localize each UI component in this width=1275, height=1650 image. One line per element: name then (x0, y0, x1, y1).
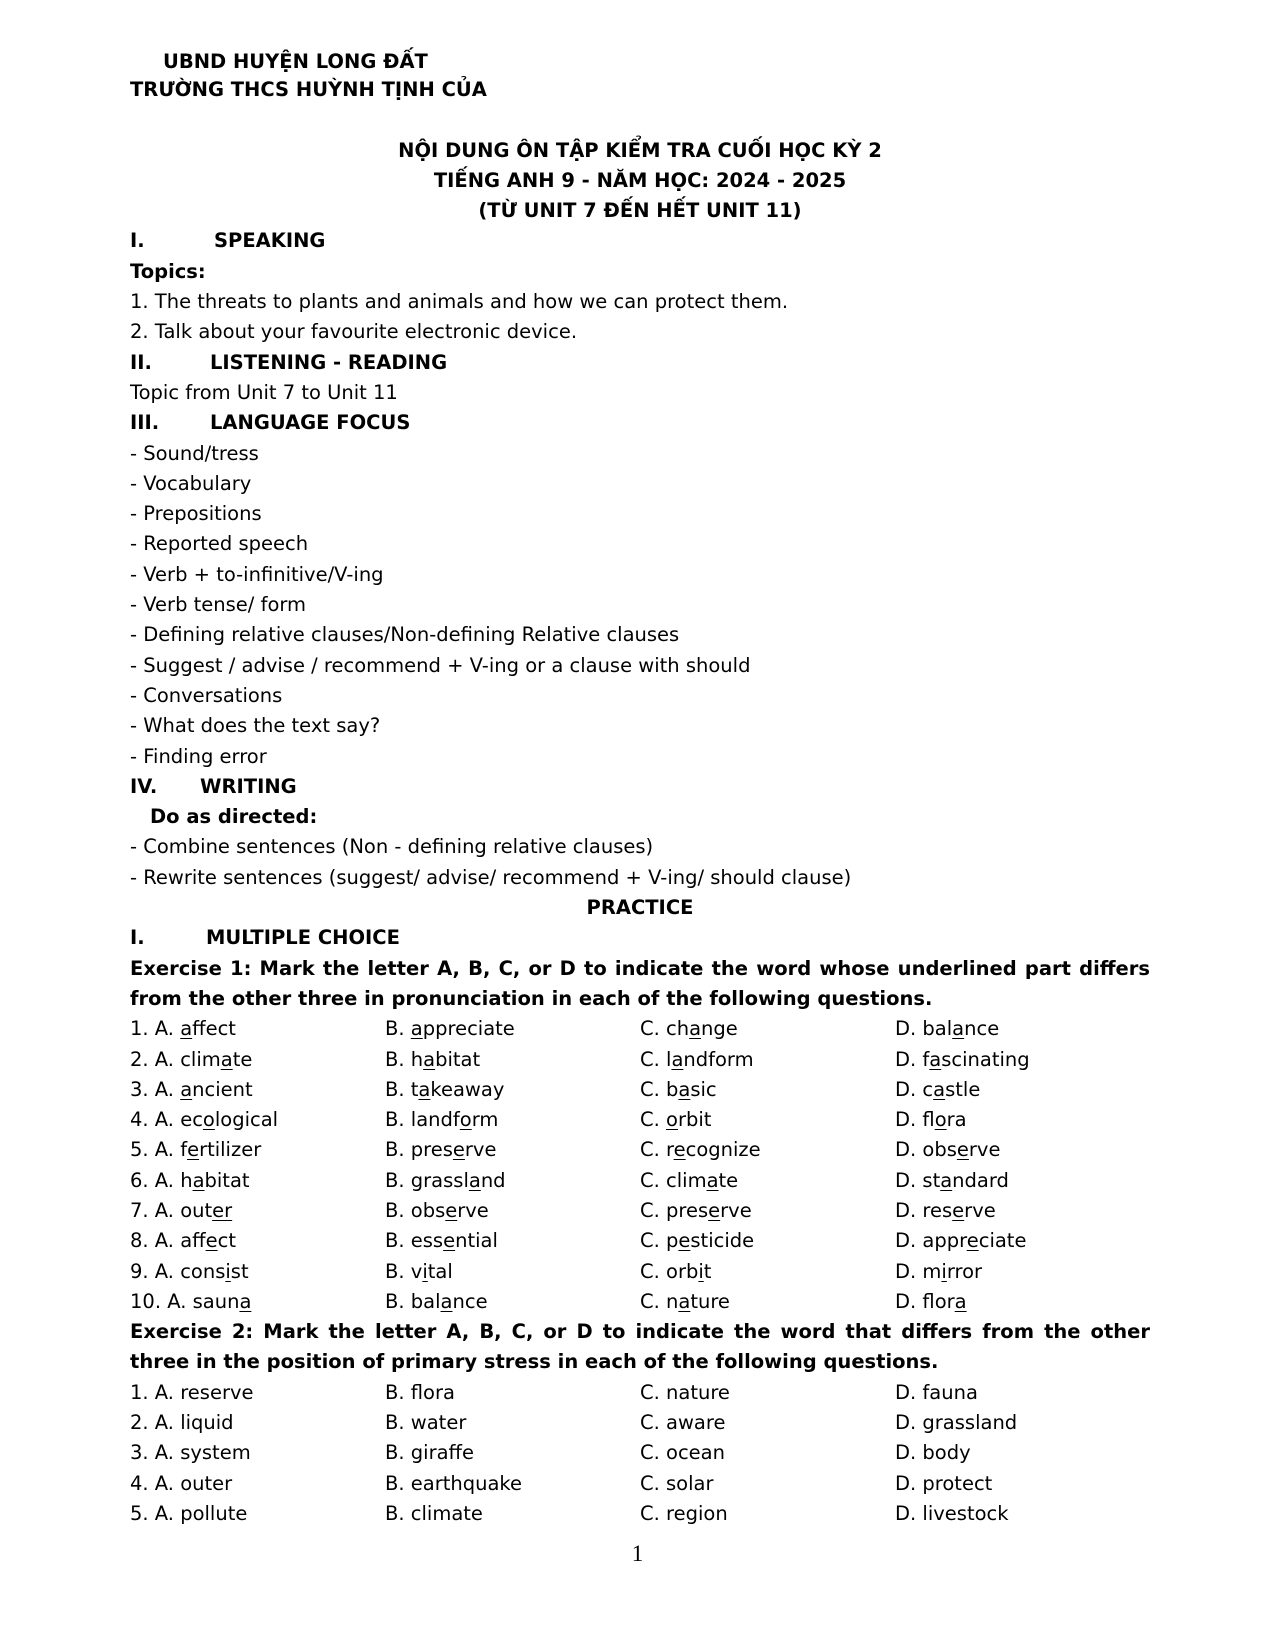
answer-option (640, 1287, 895, 1317)
list-item: - Vocabulary (130, 471, 252, 495)
option-text: rror (946, 1259, 983, 1283)
underlined-part: e (443, 1229, 456, 1253)
underlined-part: a (192, 1168, 205, 1192)
underlined-part: a (933, 1077, 946, 1101)
option-text: te (718, 1168, 739, 1192)
answer-option: C. region (640, 1501, 728, 1525)
list-item: - Rewrite sentences (suggest/ advise/ recommend + V-ing/ should clause) (130, 865, 852, 889)
underlined-part: a (940, 1168, 953, 1192)
list-item: - Prepositions (130, 502, 262, 526)
option-text: 2. A. clim (130, 1047, 221, 1071)
answer-option (640, 1166, 895, 1196)
underlined-part: a (929, 1047, 942, 1071)
option-text: ntial (455, 1229, 498, 1253)
option-text: tal (427, 1259, 453, 1283)
answer-option (640, 1045, 895, 1075)
underlined-part: er (212, 1198, 233, 1222)
answer-option: D. grassland (895, 1411, 1018, 1435)
option-text: D. c (895, 1077, 934, 1101)
option-text: te (232, 1047, 253, 1071)
option-text: nge (701, 1017, 738, 1041)
underlined-part: a (954, 1289, 967, 1313)
answer-option (895, 1014, 1150, 1044)
option-text: ndform (683, 1047, 754, 1071)
option-text: ct (217, 1229, 236, 1253)
answer-option (895, 1287, 1150, 1317)
answer-option (640, 1196, 895, 1226)
option-text: sticide (690, 1229, 755, 1253)
answer-option: D. protect (895, 1471, 993, 1495)
answer-option (640, 1135, 895, 1165)
option-text: D. m (895, 1259, 942, 1283)
underlined-part: e (205, 1229, 218, 1253)
option-text: C. b (640, 1077, 679, 1101)
list-item: - Defining relative clauses/Non-defining Relative clauses (130, 623, 680, 647)
exercise2-instruction-line1: Exercise 2: Mark the letter A, B, C, or D to indicate the word that differs from the other (130, 1320, 1150, 1344)
option-text: 5. A. f (130, 1138, 188, 1162)
underlined-part: e (673, 1138, 686, 1162)
option-text: B. pres (385, 1138, 453, 1162)
answer-option (640, 1226, 895, 1256)
list-item: - Suggest / advise / recommend + V-ing or a clause with should (130, 653, 751, 677)
option-text: B. h (385, 1047, 424, 1071)
answer-option: C. solar (640, 1471, 714, 1495)
option-text: 6. A. h (130, 1168, 193, 1192)
option-text: 1. A. (130, 1017, 181, 1041)
section-number: III. (130, 411, 160, 435)
question-row (130, 1135, 1150, 1165)
exercise1-questions (130, 1014, 1150, 1317)
option-text: 7. A. out (130, 1198, 213, 1222)
question-row (130, 1045, 1150, 1075)
question-row (130, 1378, 1150, 1408)
underlined-part: o (459, 1108, 472, 1132)
option-text: scinating (941, 1047, 1030, 1071)
doc-title-line2: TIẾNG ANH 9 - NĂM HỌC: 2024 - 2025 (433, 168, 847, 192)
option-text: 4. A. ec (130, 1108, 203, 1132)
underlined-part: a (220, 1047, 233, 1071)
section-heading: LANGUAGE FOCUS (210, 411, 411, 435)
option-text: rtilizer (199, 1138, 262, 1162)
option-text: nce (452, 1289, 488, 1313)
option-text: ncient (192, 1077, 253, 1101)
answer-option (130, 1075, 385, 1105)
answer-option: 4. A. outer (130, 1471, 233, 1495)
section-multiple-choice (130, 923, 1150, 953)
list-item: - What does the text say? (130, 714, 381, 738)
topic-item: 1. The threats to plants and animals and how we can protect them. (130, 290, 789, 314)
answer-option (895, 1075, 1150, 1105)
school-name: TRƯỜNG THCS HUỲNH TỊNH CỦA (130, 78, 487, 102)
language-focus-list (130, 439, 1150, 772)
option-text: bitat (435, 1047, 481, 1071)
answer-option (385, 1196, 640, 1226)
option-text: D. f (895, 1047, 930, 1071)
section-number: II. (130, 350, 152, 374)
underlined-part: a (678, 1077, 691, 1101)
answer-option (130, 1166, 385, 1196)
answer-option: C. aware (640, 1411, 726, 1435)
option-text: 8. A. aff (130, 1229, 206, 1253)
answer-option (385, 1257, 640, 1287)
answer-option: B. earthquake (385, 1471, 523, 1495)
option-text: rve (964, 1198, 996, 1222)
option-text: B. (385, 1017, 411, 1041)
doc-title-line3: (TỪ UNIT 7 ĐẾN HẾT UNIT 11) (478, 199, 802, 223)
option-text: B. obs (385, 1198, 446, 1222)
option-text: B. ess (385, 1229, 444, 1253)
answer-option (130, 1226, 385, 1256)
option-text: 9. A. cons (130, 1259, 226, 1283)
question-row (130, 1469, 1150, 1499)
option-text: D. st (895, 1168, 941, 1192)
answer-option (385, 1045, 640, 1075)
option-text: C. l (640, 1047, 672, 1071)
answer-option (130, 1196, 385, 1226)
underlined-part: a (468, 1168, 481, 1192)
option-text: ciate (978, 1229, 1027, 1253)
option-text: sic (690, 1077, 717, 1101)
answer-option (640, 1257, 895, 1287)
underlined-part: a (440, 1289, 453, 1313)
topics-label: Topics: (130, 259, 206, 283)
answer-option: 3. A. system (130, 1441, 251, 1465)
list-item: - Conversations (130, 683, 283, 707)
answer-option (130, 1287, 385, 1317)
underlined-part: e (952, 1198, 965, 1222)
answer-option (895, 1105, 1150, 1135)
underlined-part: i (422, 1259, 428, 1283)
option-text: rve (464, 1138, 497, 1162)
question-row (130, 1287, 1150, 1317)
option-text: D. flor (895, 1289, 955, 1313)
answer-option (895, 1196, 1150, 1226)
answer-option (385, 1135, 640, 1165)
district-name: UBND HUYỆN LONG ĐẤT (163, 50, 428, 73)
option-text: ffect (192, 1017, 236, 1041)
option-text: D. appr (895, 1229, 967, 1253)
answer-option (895, 1257, 1150, 1287)
answer-option (895, 1166, 1150, 1196)
practice-title: PRACTICE (586, 896, 694, 920)
option-text: C. n (640, 1289, 679, 1313)
option-text: D. obs (895, 1138, 957, 1162)
section-heading: SPEAKING (214, 229, 326, 253)
option-text: B. t (385, 1077, 419, 1101)
option-text: B. grassl (385, 1168, 469, 1192)
option-text: C. clim (640, 1168, 707, 1192)
school-header (130, 47, 1150, 106)
underlined-part: a (418, 1077, 431, 1101)
underlined-part: e (445, 1198, 458, 1222)
section-heading: MULTIPLE CHOICE (206, 926, 400, 950)
underlined-part: o (666, 1108, 678, 1132)
option-text: C. pres (640, 1198, 709, 1222)
section-number: I. (130, 229, 145, 253)
underlined-part: a (689, 1017, 702, 1041)
answer-option (130, 1135, 385, 1165)
option-text: st (230, 1259, 249, 1283)
option-text: bitat (204, 1168, 250, 1192)
answer-option (385, 1166, 640, 1196)
answer-option (385, 1014, 640, 1044)
option-text: C. (640, 1108, 667, 1132)
do-as-directed: Do as directed: (150, 805, 318, 829)
answer-option (640, 1105, 895, 1135)
answer-option (895, 1226, 1150, 1256)
answer-option: 2. A. liquid (130, 1411, 234, 1435)
page-number: 1 (631, 1541, 644, 1566)
answer-option: 5. A. pollute (130, 1501, 248, 1525)
answer-option: D. livestock (895, 1501, 1009, 1525)
underlined-part: a (423, 1047, 436, 1071)
option-text: keaway (430, 1077, 505, 1101)
answer-option (385, 1105, 640, 1135)
option-text: 10. A. saun (130, 1289, 240, 1313)
option-text: B. v (385, 1259, 423, 1283)
underlined-part: e (966, 1229, 979, 1253)
section-heading: LISTENING - READING (210, 350, 448, 374)
answer-option (130, 1014, 385, 1044)
exercise1-instruction-line2: from the other three in pronunciation in each of the following questions. (130, 986, 933, 1010)
question-row (130, 1075, 1150, 1105)
section-writing (130, 772, 1150, 802)
section-number: IV. (130, 774, 158, 798)
option-text: rve (457, 1198, 489, 1222)
underlined-part: a (952, 1017, 965, 1041)
option-text: rve (968, 1138, 1001, 1162)
option-text: D. bal (895, 1017, 953, 1041)
underlined-part: e (708, 1198, 721, 1222)
answer-option: C. ocean (640, 1441, 725, 1465)
answer-option (385, 1226, 640, 1256)
listening-text: Topic from Unit 7 to Unit 11 (130, 380, 398, 404)
underlined-part: e (956, 1138, 969, 1162)
section-speaking (130, 226, 1150, 256)
underlined-part: e (452, 1138, 465, 1162)
option-text: D. fl (895, 1108, 935, 1132)
answer-option: 1. A. reserve (130, 1380, 254, 1404)
section-listening (130, 348, 1150, 378)
underlined-part: e (678, 1229, 691, 1253)
option-text: nce (964, 1017, 1000, 1041)
question-row (130, 1499, 1150, 1529)
option-text: ndard (952, 1168, 1009, 1192)
exercise2-questions (130, 1378, 1150, 1529)
underlined-part: e (187, 1138, 200, 1162)
option-text: logical (214, 1108, 279, 1132)
option-text: D. res (895, 1198, 953, 1222)
answer-option: D. body (895, 1441, 971, 1465)
underlined-part: a (706, 1168, 719, 1192)
topic-item: 2. Talk about your favourite electronic device. (130, 320, 578, 344)
option-text: nd (480, 1168, 506, 1192)
list-item: - Verb tense/ form (130, 593, 307, 617)
answer-option (130, 1045, 385, 1075)
option-text: C. ch (640, 1017, 690, 1041)
underlined-part: a (410, 1017, 423, 1041)
answer-option (895, 1045, 1150, 1075)
section-heading: WRITING (200, 774, 297, 798)
question-row (130, 1257, 1150, 1287)
exercise1-instruction-line1: Exercise 1: Mark the letter A, B, C, or D to indicate the word whose underlined part differs (130, 956, 1150, 980)
question-row (130, 1014, 1150, 1044)
option-text: cognize (685, 1138, 761, 1162)
option-text: stle (945, 1077, 981, 1101)
option-text: ture (690, 1289, 730, 1313)
underlined-part: a (678, 1289, 691, 1313)
option-text: ppreciate (422, 1017, 515, 1041)
answer-option: B. flora (385, 1380, 455, 1404)
list-item: - Sound/tress (130, 441, 259, 465)
underlined-part: i (941, 1259, 947, 1283)
question-row (130, 1226, 1150, 1256)
answer-option: B. climate (385, 1501, 483, 1525)
list-item: - Finding error (130, 744, 267, 768)
question-row (130, 1196, 1150, 1226)
option-text: B. bal (385, 1289, 441, 1313)
answer-option (130, 1257, 385, 1287)
underlined-part: o (202, 1108, 215, 1132)
question-row (130, 1166, 1150, 1196)
option-text: t (703, 1259, 712, 1283)
underlined-part: a (239, 1289, 252, 1313)
answer-option: B. water (385, 1411, 467, 1435)
answer-option (895, 1135, 1150, 1165)
list-item: - Combine sentences (Non - defining relative clauses) (130, 835, 654, 859)
question-row (130, 1438, 1150, 1468)
underlined-part: a (180, 1017, 193, 1041)
section-number: I. (130, 926, 145, 950)
question-row (130, 1408, 1150, 1438)
option-text: ra (946, 1108, 967, 1132)
answer-option: B. giraffe (385, 1441, 474, 1465)
underlined-part: a (671, 1047, 684, 1071)
option-text: C. p (640, 1229, 679, 1253)
underlined-part: o (934, 1108, 947, 1132)
answer-option (385, 1287, 640, 1317)
answer-option (640, 1014, 895, 1044)
list-item: - Verb + to-infinitive/V-ing (130, 562, 384, 586)
option-text: B. landf (385, 1108, 460, 1132)
underlined-part: i (225, 1259, 231, 1283)
doc-title-line1: NỘI DUNG ÔN TẬP KIỂM TRA CUỐI HỌC KỲ 2 (398, 138, 882, 162)
underlined-part: a (180, 1077, 193, 1101)
question-row (130, 1105, 1150, 1135)
option-text: rm (471, 1108, 499, 1132)
answer-option: D. fauna (895, 1380, 978, 1404)
document-page (130, 47, 1150, 1529)
answer-option (130, 1105, 385, 1135)
answer-option (640, 1075, 895, 1105)
option-text: C. orb (640, 1259, 699, 1283)
section-language-focus (130, 408, 1150, 438)
option-text: rve (720, 1198, 752, 1222)
exercise2-instruction-line2: three in the position of primary stress in each of the following questions. (130, 1350, 939, 1374)
list-item: - Reported speech (130, 532, 309, 556)
option-text: rbit (677, 1108, 712, 1132)
option-text: C. r (640, 1138, 674, 1162)
answer-option: C. nature (640, 1380, 730, 1404)
option-text: 3. A. (130, 1077, 181, 1101)
underlined-part: i (698, 1259, 704, 1283)
answer-option (385, 1075, 640, 1105)
